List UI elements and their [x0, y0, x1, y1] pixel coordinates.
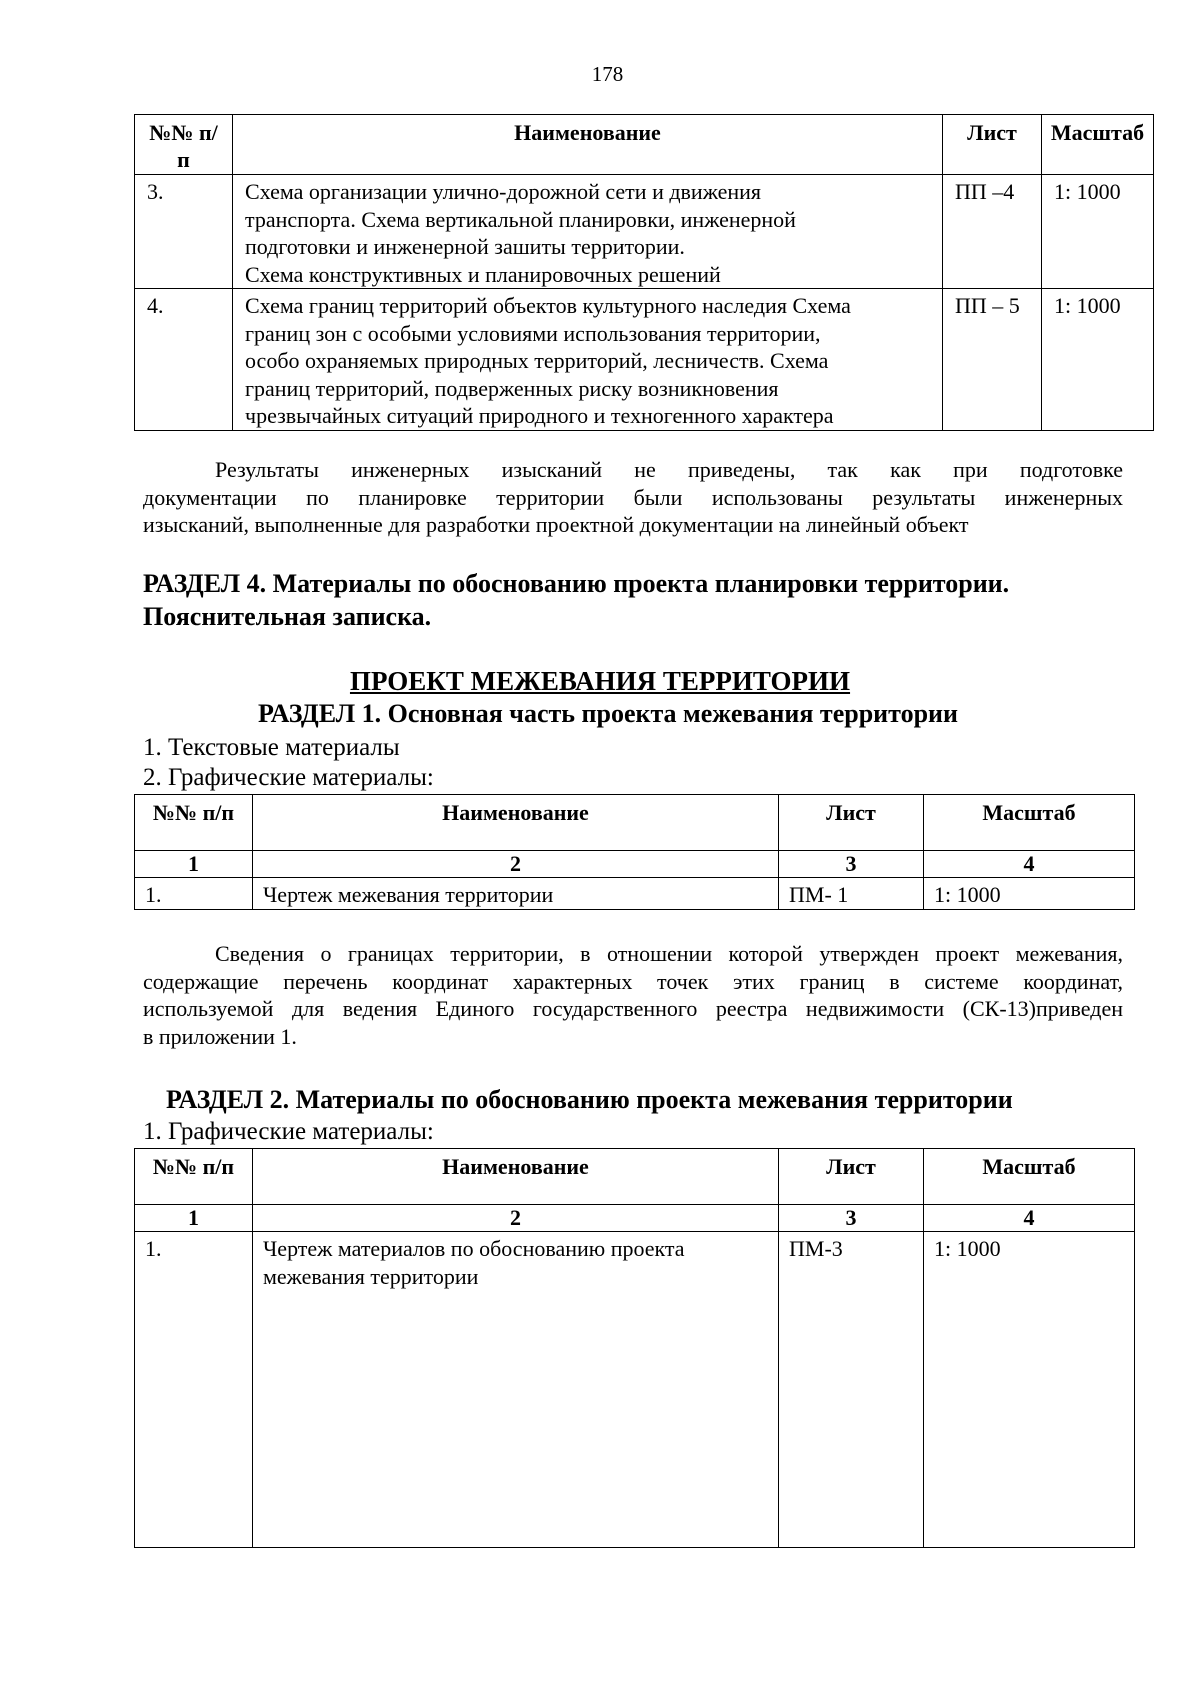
row-name-line: Схема организации улично-дорожной сети и движения	[245, 179, 762, 204]
column-number: 2	[253, 1205, 779, 1232]
header-num: №№ п/п	[135, 795, 253, 851]
header-scale: Масштаб	[1042, 115, 1154, 175]
row-name: Чертеж межевания территории	[253, 878, 779, 910]
row-sheet: ПП – 5	[943, 289, 1042, 431]
paragraph-line: изысканий, выполненные для разработки проектной документации на линейный объект	[143, 512, 969, 537]
list-item: 2. Графические материалы:	[143, 764, 434, 791]
table-header-row	[135, 795, 1135, 851]
header-name: Наименование	[253, 795, 779, 851]
table-row	[135, 878, 1135, 910]
row-name	[233, 175, 943, 289]
row-name-line: межевания территории	[263, 1264, 479, 1289]
column-number: 2	[253, 851, 779, 878]
table-justification-drawings	[134, 1148, 1135, 1548]
paragraph-line: Результаты инженерных изысканий не приведены, так как при подготовке	[215, 457, 1123, 482]
row-sheet: ПМ- 1	[779, 878, 924, 910]
column-number: 1	[135, 851, 253, 878]
section4-heading	[143, 567, 1143, 633]
row-name	[253, 1232, 779, 1548]
header-scale: Масштаб	[924, 1149, 1135, 1205]
header-sheet: Лист	[943, 115, 1042, 175]
column-number: 4	[924, 851, 1135, 878]
list-item: 1. Текстовые материалы	[143, 734, 400, 761]
header-scale: Масштаб	[924, 795, 1135, 851]
row-name-line: транспорта. Схема вертикальной планировки, инженерной	[245, 206, 796, 232]
list-item: 1. Графические материалы:	[143, 1118, 434, 1145]
table-survey-drawings	[134, 794, 1135, 910]
column-number-row	[135, 1205, 1135, 1232]
table-row	[135, 1232, 1135, 1548]
row-name-line: Схема границ территорий объектов культурного наследия Схема	[245, 293, 851, 318]
paragraph-survey-results	[143, 456, 1123, 539]
row-sheet: ПП –4	[943, 175, 1042, 289]
row-name-line: Чертеж материалов по обоснованию проекта	[263, 1236, 685, 1261]
header-sheet: Лист	[779, 1149, 924, 1205]
paragraph-line: в приложении 1.	[143, 1023, 297, 1049]
section1-list	[143, 733, 843, 793]
row-num: 4.	[135, 289, 233, 431]
column-number: 4	[924, 1205, 1135, 1232]
column-number: 3	[779, 851, 924, 878]
row-sheet: ПМ-3	[779, 1232, 924, 1548]
row-name-line: границ зон с особыми условиями использования территории,	[245, 320, 821, 346]
project-title: ПРОЕКТ МЕЖЕВАНИЯ ТЕРРИТОРИИ	[349, 666, 851, 696]
row-scale: 1: 1000	[924, 878, 1135, 910]
header-num: №№ п/п	[135, 115, 233, 175]
header-name: Наименование	[233, 115, 943, 175]
row-num: 1.	[135, 878, 253, 910]
section1-heading: РАЗДЕЛ 1. Основная часть проекта межевания территории	[258, 699, 958, 728]
row-name-line: Схема конструктивных и планировочных решений	[245, 261, 721, 287]
header-name: Наименование	[253, 1149, 779, 1205]
row-name-line: особо охраняемых природных территорий, лесничеств. Схема	[245, 348, 829, 373]
row-scale: 1: 1000	[1042, 289, 1154, 431]
row-scale: 1: 1000	[924, 1232, 1135, 1548]
paragraph-line: Сведения о границах территории, в отношении которой утвержден проект межевания,	[215, 941, 1123, 966]
section2-list	[143, 1117, 843, 1147]
row-name	[233, 289, 943, 431]
column-number: 1	[135, 1205, 253, 1232]
table-row	[135, 289, 1154, 431]
paragraph-line: используемой для ведения Единого государственного реестра недвижимости (СК-13)приведен	[143, 996, 1123, 1021]
section2-heading: РАЗДЕЛ 2. Материалы по обоснованию проекта межевания территории	[166, 1085, 1013, 1114]
row-name-line: подготовки и инженерной зашиты территории.	[245, 234, 685, 259]
table-planning-sheets	[134, 114, 1154, 431]
table-row	[135, 175, 1154, 289]
header-num: №№ п/п	[135, 1149, 253, 1205]
paragraph-line: содержащие перечень координат характерных точек этих границ в системе координат,	[143, 968, 1123, 994]
page-number: 178	[591, 62, 624, 86]
column-number-row	[135, 851, 1135, 878]
table-header-row	[135, 115, 1154, 175]
heading-line: Пояснительная записка.	[143, 602, 432, 631]
row-name-line: границ территорий, подверженных риску возникновения	[245, 375, 779, 401]
header-sheet: Лист	[779, 795, 924, 851]
heading-line: РАЗДЕЛ 4. Материалы по обоснованию проекта планировки территории.	[143, 569, 1010, 598]
paragraph-line: документации по планировке территории были использованы результаты инженерных	[143, 484, 1123, 510]
row-scale: 1: 1000	[1042, 175, 1154, 289]
row-num: 3.	[135, 175, 233, 289]
paragraph-coordinates	[143, 940, 1123, 1050]
row-num: 1.	[135, 1232, 253, 1548]
table-header-row	[135, 1149, 1135, 1205]
row-name-line: чрезвычайных ситуаций природного и техногенного характера	[245, 403, 834, 428]
column-number: 3	[779, 1205, 924, 1232]
